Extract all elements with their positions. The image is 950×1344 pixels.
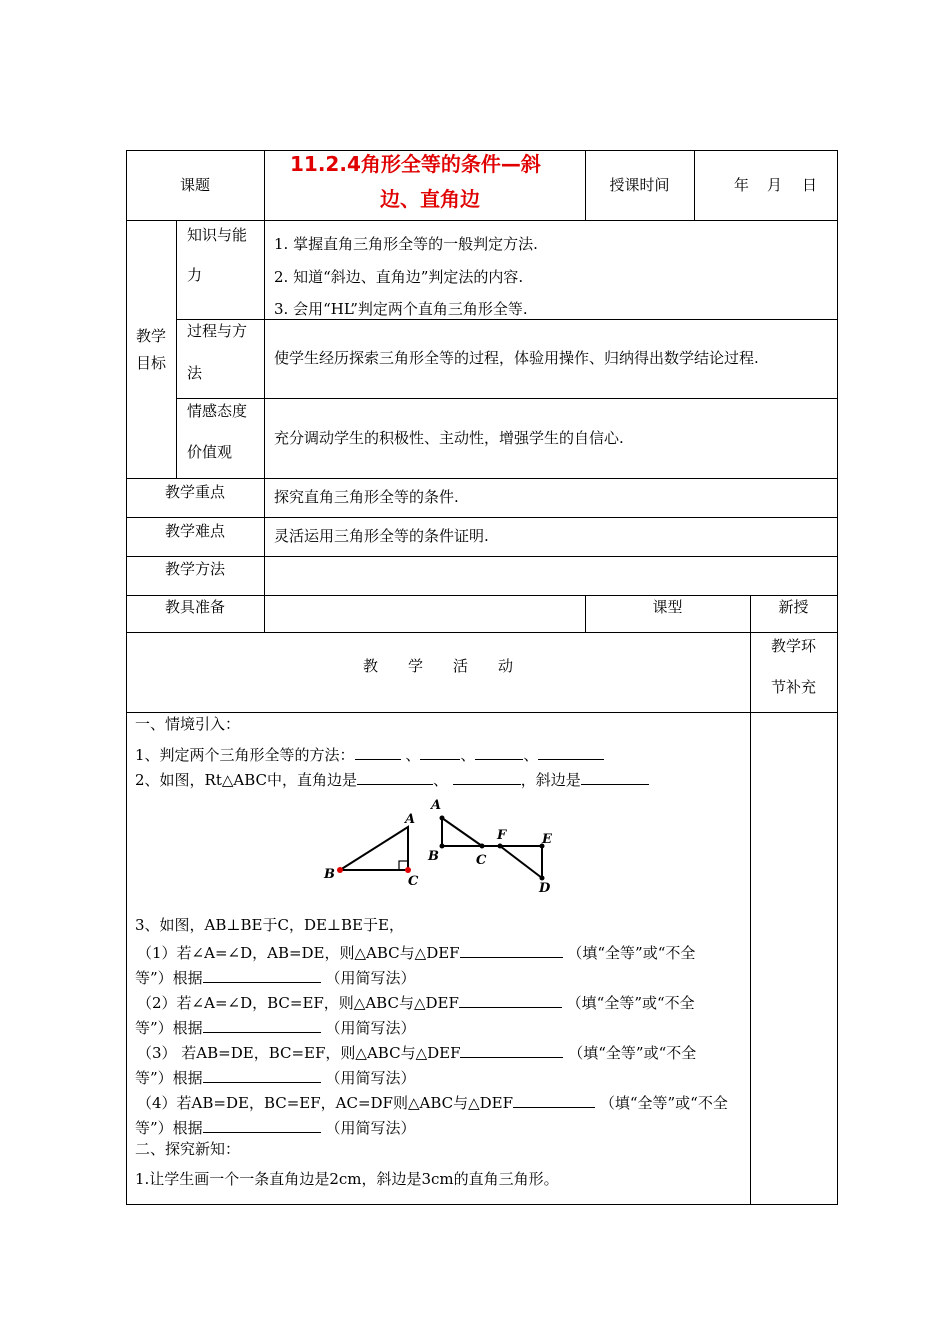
lesson-title: 11.2.4角形全等的条件—斜 [290,152,541,176]
question-3-2-b: 等”）根据 （用简写法） [135,1019,416,1037]
triangle-abc-left [340,827,408,870]
point-c2 [480,844,485,849]
question-3-4-b: 等”）根据 （用简写法） [135,1119,416,1137]
section-intro: 一、情境引入： [135,715,241,733]
emotion-text: 充分调动学生的积极性、主动性，增强学生的自信心. [274,429,624,447]
point-a2 [440,816,445,821]
key-point-text: 探究直角三角形全等的条件. [274,488,459,506]
question-3: 3、如图，AB⊥BE于C，DE⊥BE于E， [135,916,404,934]
day-label: 日 [802,176,818,194]
lesson-title-line2: 边、直角边 [380,187,480,211]
knowledge-item: 1. 掌握直角三角形全等的一般判定方法. [274,235,538,253]
objectives-label: 教学 [136,327,167,345]
difficulty-text: 灵活运用三角形全等的条件证明. [274,527,489,545]
question-2: 2、如图，Rt△ABC中，直角边是 、 ，斜边是 [135,772,649,788]
question-3-3-b: 等”）根据 （用简写法） [135,1069,416,1087]
section-explore: 二、探究新知： [135,1140,241,1158]
time-label: 授课时间 [609,176,670,194]
question-3-1: （1）若∠A=∠D，AB=DE，则△ABC与△DEF （填“全等”或“不全 [137,944,696,962]
label-a2: A [431,798,442,813]
emotion-label-2: 价值观 [187,443,233,461]
process-text: 使学生经历探索三角形全等的过程，体验用操作、归纳得出数学结论过程. [274,349,759,367]
key-point-label: 教学重点 [164,483,225,501]
question-3-3: （3） 若AB=DE，BC=EF，则△ABC与△DEF （填“全等”或“不全 [137,1044,697,1062]
label-e: E [542,832,552,847]
knowledge-label-2: 力 [187,266,203,284]
lesson-type-label: 课型 [652,598,683,616]
question-3-4: （4）若AB=DE，BC=EF，AC=DF则△ABC与△DEF （填“全等”或“不全 [137,1094,728,1112]
point-f [498,844,503,849]
label-f: F [497,828,507,843]
point-b [337,867,343,873]
topic-label: 课题 [179,176,210,194]
supplement-label-2: 节补充 [770,678,816,696]
label-a: A [405,812,416,827]
knowledge-label: 知识与能 [187,226,248,244]
label-c2: C [476,853,487,868]
label-d: D [539,881,551,896]
label-b2: B [428,849,439,864]
emotion-label: 情感态度 [187,402,248,420]
year-label: 年 [734,176,750,194]
question-3-2: （2）若∠A=∠D，BC=EF，则△ABC与△DEF （填“全等”或“不全 [137,994,695,1012]
point-b2 [440,844,445,849]
method-label: 教学方法 [164,560,225,578]
question-1: 1、判定两个三角形全等的方法： 、 、 、 [135,747,604,763]
task-1: 1.让学生画一个一条直角边是2cm，斜边是3cm的直角三角形。 [135,1170,559,1188]
process-label: 过程与方 [187,322,248,340]
knowledge-item: 2. 知道“斜边、直角边”判定法的内容. [274,268,524,286]
point-c [405,867,411,873]
process-label-2: 法 [187,364,203,382]
tools-label: 教具准备 [164,598,225,616]
difficulty-label: 教学难点 [164,522,225,540]
label-b: B [324,867,335,882]
lesson-type-value: 新授 [778,598,809,616]
knowledge-item: 3. 会用“HL”判定两个直角三角形全等. [274,300,528,318]
month-label: 月 [767,176,783,194]
supplement-label: 教学环 [770,637,816,655]
triangle-figure [300,790,580,900]
activity-header: 教 学 活 动 [362,657,513,675]
label-c: C [408,874,419,889]
question-3-1-b: 等”）根据 （用简写法） [135,969,416,987]
objectives-label-2: 目标 [136,354,167,372]
point-d [540,876,545,881]
